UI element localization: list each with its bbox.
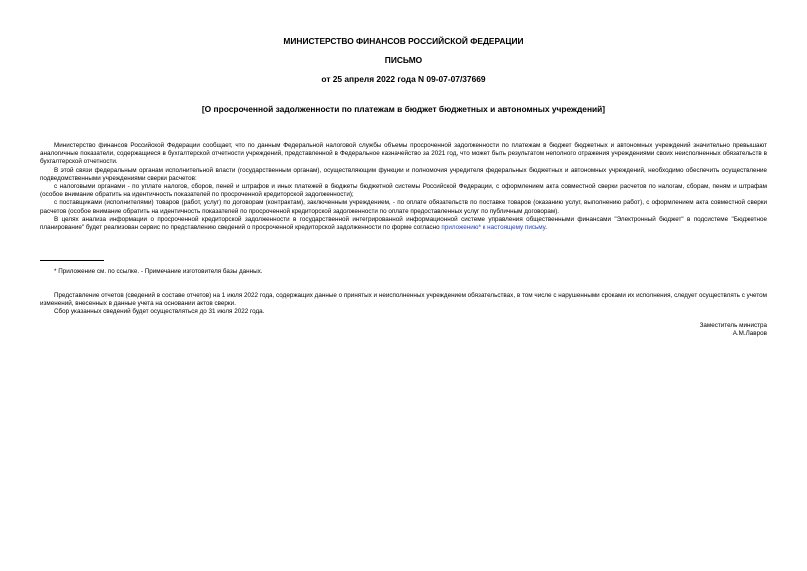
- paragraph-4: с поставщиками (исполнителями) товаров (работ, услуг) по договорам (контрактам), заключенным учреждением, - по оплате обязательств по поставке товаров (оказанию услуг, выполнению работ), с оформлением акта совместной сверки расчетов (особое внимание обратить на идентичность показателей по просроченной кредиторской задолженности по оплате предоставленных услуг по публичным договорам).: [40, 199, 767, 215]
- document-type: ПИСЬМО: [384, 55, 423, 65]
- footnote: * Приложение см. по ссылке. - Примечание изготовителя базы данных.: [54, 268, 263, 275]
- paragraph-7: Сбор указанных сведений будет осуществляться до 31 июля 2022 года.: [54, 308, 265, 316]
- ministry-heading: МИНИСТЕРСТВО ФИНАНСОВ РОССИЙСКОЙ ФЕДЕРАЦИИ: [283, 36, 524, 46]
- letter-body-continued: [40, 292, 767, 317]
- paragraph-6: Представление отчетов (сведений в составе отчетов) на 1 июля 2022 года, содержащих данные о принятых и неисполненных учреждением обязательствах, в том числе с нарушенными сроками их исполнения, следует осуществлять с учетом изменений, внесенных в данные учета на основании актов сверки.: [40, 292, 767, 308]
- appendix-link[interactable]: приложению* к настоящему письму: [441, 224, 546, 232]
- paragraph-1: Министерство финансов Российской Федерации сообщает, что по данным Федеральной налоговой службы объемы просроченной задолженности по платежам в бюджет бюджетных и автономных учреждений значительно превышают аналогичные показатели, содержащиеся в бухгалтерской отчетности учреждений, представленной в Федеральное казначейство за 2021 год, что может быть результатом неполного отражения учреждениями своих неисполненных обязательств в бухгалтерской отчетности.: [40, 142, 767, 166]
- signatory-name: А.М.Лавров: [732, 330, 767, 338]
- footnote-divider: [40, 260, 104, 261]
- letter-body: [40, 142, 767, 232]
- paragraph-2: В этой связи федеральным органам исполнительной власти (государственным органам), осуществляющим функции и полномочия учредителя федеральных бюджетных и автономных учреждений, необходимо обеспечить осуществление подведомственными учреждениями сверки расчетов:: [40, 166, 767, 182]
- signature-block: [700, 322, 767, 339]
- paragraph-5: [40, 216, 767, 232]
- document-subject: [О просроченной задолженности по платежам в бюджет бюджетных и автономных учреждений]: [201, 104, 606, 114]
- paragraph-5-end: .: [545, 224, 547, 232]
- paragraph-5-text: В целях анализа информации о просроченной кредиторской задолженности в государственной интегрированной информационной системе управления общественными финансами "Электронный бюджет" в подсистеме "Бюджетное планирование" будет реализован сервис по представлению сведений о просроченной кредиторской задолженности по форме согласно: [40, 215, 767, 232]
- signatory-position: Заместитель министра: [699, 322, 767, 329]
- paragraph-3: с налоговыми органами - по уплате налогов, сборов, пеней и штрафов и иных платежей в бюджеты бюджетной системы Российской Федерации, с оформлением акта совместной сверки расчетов по налогам, сборам, пеням и штрафам (особое внимание обратить на идентичность показателей по просроченной кредиторской задолженности);: [40, 183, 767, 199]
- date-and-number: от 25 апреля 2022 года N 09-07-07/37669: [321, 74, 486, 84]
